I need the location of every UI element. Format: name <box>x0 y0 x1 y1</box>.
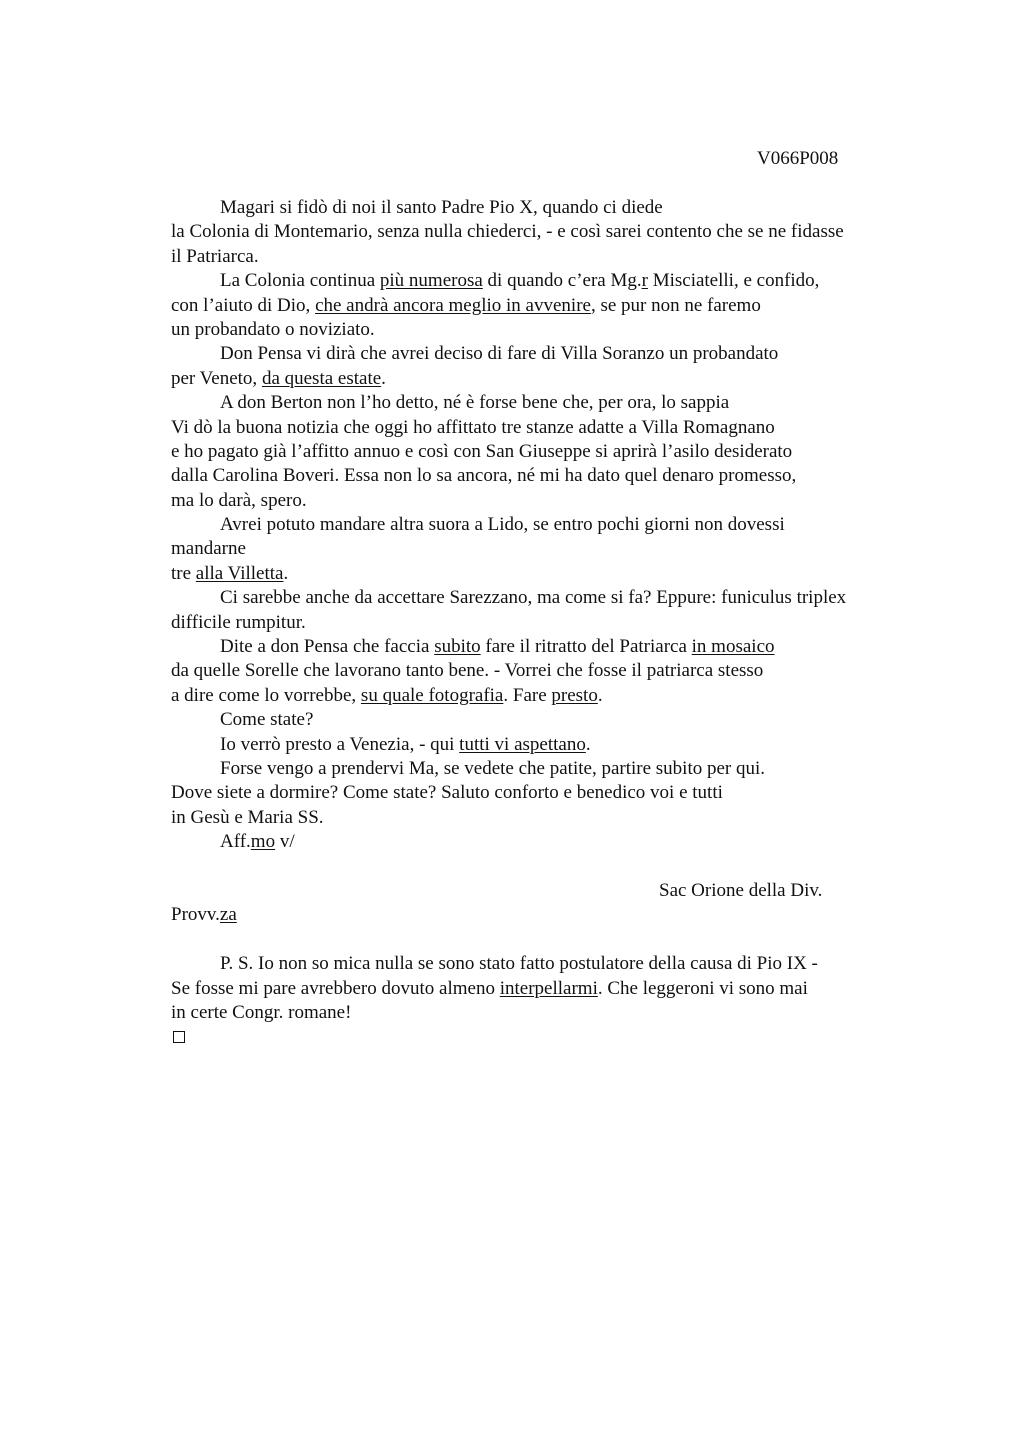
underlined-text: che andrà ancora meglio in avvenire <box>315 294 591 316</box>
underlined-text: presto <box>551 684 598 706</box>
spacer <box>171 928 911 952</box>
postscript-line: in certe Congr. romane! <box>171 1001 352 1023</box>
letter-line: tre alla Villetta. <box>171 562 289 584</box>
letter-line: in Gesù e Maria SS. <box>171 806 324 828</box>
underlined-text: za <box>219 904 237 926</box>
letter-body <box>171 196 911 1050</box>
letter-line: Forse vengo a prendervi Ma, se vedete che patite, partire subito per qui. <box>220 757 766 779</box>
letter-line: Io verrò presto a Venezia, - qui tutti vi aspettano. <box>220 733 591 755</box>
letter-line: ma lo darà, spero. <box>171 489 307 511</box>
letter-line: Don Pensa vi dirà che avrei deciso di fare di Villa Soranzo un probandato <box>220 343 779 365</box>
letter-line: da quelle Sorelle che lavorano tanto bene. - Vorrei che fosse il patriarca stesso <box>171 660 764 682</box>
page-code: V066P008 <box>757 148 839 169</box>
letter-line: un probandato o noviziato. <box>171 318 375 340</box>
underlined-text: da questa estate <box>261 367 382 389</box>
letter-line: Dite a don Pensa che faccia subito fare il ritratto del Patriarca in mosaico <box>220 636 775 658</box>
signature-continuation: Provv.za <box>171 904 237 926</box>
letter-closing: Aff.mo v/ <box>220 831 295 853</box>
letter-line: a dire come lo vorrebbe, su quale fotografia. Fare presto. <box>171 684 603 706</box>
underlined-text: su quale fotografia <box>360 684 504 706</box>
postscript-line: Se fosse mi pare avrebbero dovuto almeno interpellarmi. Che leggeroni vi sono mai <box>171 977 808 999</box>
letter-line: mandarne <box>171 538 246 560</box>
underlined-text: r <box>641 270 648 292</box>
letter-line: Come state? <box>220 709 314 731</box>
letter-line: A don Berton non l’ho detto, né è forse bene che, per ora, lo sappia <box>220 392 730 414</box>
underlined-text: subito <box>434 636 481 658</box>
underlined-text: in mosaico <box>691 636 775 658</box>
letter-line: Dove siete a dormire? Come state? Saluto conforto e benedico voi e tutti <box>171 782 723 804</box>
letter-line: La Colonia continua più numerosa di quando c’era Mg.r Misciatelli, e confido, <box>220 270 820 292</box>
letter-line: il Patriarca. <box>171 245 259 267</box>
letter-line: difficile rumpitur. <box>171 611 306 633</box>
letter-line: la Colonia di Montemario, senza nulla chiederci, - e così sarei contento che se ne fidasse <box>171 221 844 243</box>
underlined-text: tutti vi aspettano <box>459 733 586 755</box>
letter-line: e ho pagato già l’affitto annuo e così con San Giuseppe si aprirà l’asilo desiderato <box>171 440 793 462</box>
letter-line: per Veneto, da questa estate. <box>171 367 386 389</box>
underlined-text: interpellarmi <box>499 977 598 999</box>
letter-line: Avrei potuto mandare altra suora a Lido, se entro pochi giorni non dovessi <box>220 514 785 536</box>
letter-line: Ci sarebbe anche da accettare Sarezzano, ma come si fa? Eppure: funiculus triplex <box>220 587 847 609</box>
postscript-line: P. S. Io non so mica nulla se sono stato fatto postulatore della causa di Pio IX - <box>220 953 818 975</box>
letter-line: Magari si fidò di noi il santo Padre Pio X, quando ci diede <box>220 197 663 218</box>
underlined-text: più numerosa <box>379 270 483 292</box>
letter-line: dalla Carolina Boveri. Essa non lo sa ancora, né mi ha dato quel denaro promesso, <box>171 465 797 487</box>
end-marker <box>171 1025 911 1049</box>
underlined-text: alla Villetta <box>195 562 284 584</box>
underlined-text: mo <box>250 831 276 853</box>
spacer <box>171 855 911 879</box>
end-box-icon <box>173 1031 185 1043</box>
signature: Sac Orione della Div. <box>659 879 823 901</box>
letter-line: con l’aiuto di Dio, che andrà ancora meglio in avvenire, se pur non ne faremo <box>171 294 761 316</box>
letter-line: Vi dò la buona notizia che oggi ho affittato tre stanze adatte a Villa Romagnano <box>171 416 775 438</box>
